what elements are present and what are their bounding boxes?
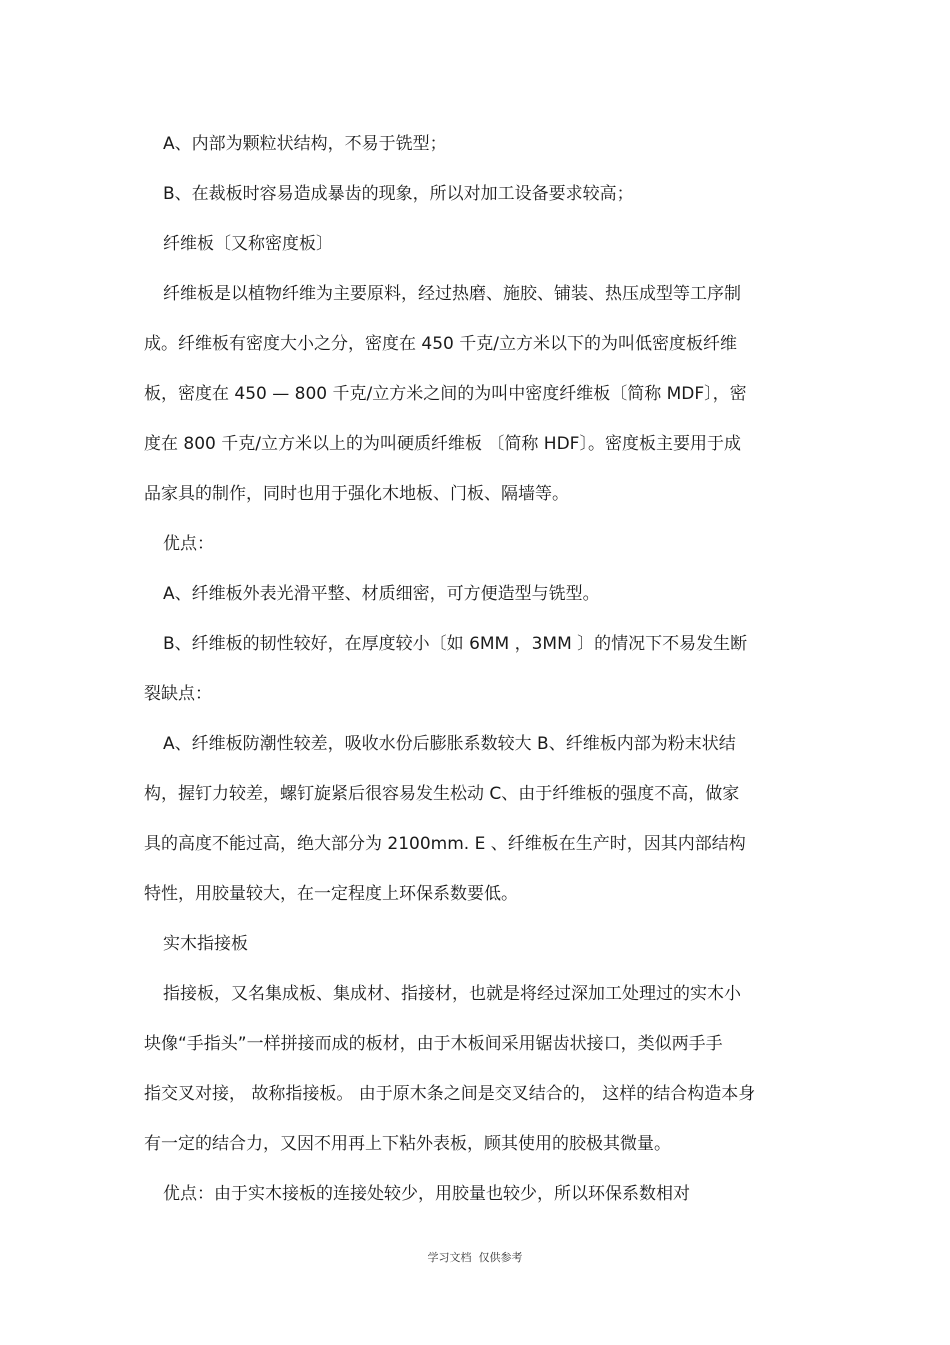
text-line: 有一定的结合力，又因不用再上下粘外表板，顾其使用的胶极其微量。	[144, 1134, 671, 1154]
text-line: 度在 800 千克/立方米以上的为叫硬质纤维板 〔简称 HDF〕。密度板主要用于成	[144, 434, 741, 454]
text-line: 品家具的制作，同时也用于强化木地板、门板、隔墙等。	[144, 484, 569, 504]
text-line: 成。纤维板有密度大小之分，密度在 450 千克/立方米以下的为叫低密度板纤维	[144, 334, 737, 354]
text-line: A、纤维板防潮性较差，吸收水份后膨胀系数较大 B、纤维板内部为粉末状结	[163, 734, 736, 754]
text-line: 纤维板是以植物纤维为主要原料，经过热磨、施胶、铺装、热压成型等工序制	[163, 284, 741, 304]
text-line: 特性，用胶量较大，在一定程度上环保系数要低。	[144, 884, 518, 904]
text-line: 具的高度不能过高，绝大部分为 2100mm. E 、纤维板在生产时，因其内部结构	[144, 834, 746, 854]
text-line: 块像“手指头”一样拼接而成的板材，由于木板间采用锯齿状接口，类似两手手	[144, 1034, 723, 1054]
subheading: 优点：	[163, 534, 214, 554]
text-line: 裂缺点：	[144, 684, 212, 704]
section-heading: 实木指接板	[163, 934, 248, 954]
text-line: 板，密度在 450 — 800 千克/立方米之间的为叫中密度纤维板〔简称 MDF〕，密	[144, 384, 747, 404]
text-line: 指交叉对接， 故称指接板。 由于原木条之间是交叉结合的， 这样的结合构造本身	[144, 1084, 756, 1104]
text-line: 构，握钉力较差，螺钉旋紧后很容易发生松动 C、由于纤维板的强度不高，做家	[144, 784, 740, 804]
text-line: B、在裁板时容易造成暴齿的现象，所以对加工设备要求较高；	[163, 184, 634, 204]
section-heading: 纤维板〔又称密度板〕	[163, 234, 333, 254]
text-line: A、内部为颗粒状结构，不易于铣型；	[163, 134, 447, 154]
text-line: A、纤维板外表光滑平整、材质细密，可方便造型与铣型。	[163, 584, 600, 604]
text-line: 优点：由于实木接板的连接处较少，用胶量也较少，所以环保系数相对	[163, 1184, 690, 1204]
text-line: 指接板，又名集成板、集成材、指接材，也就是将经过深加工处理过的实木小	[163, 984, 741, 1004]
text-line: B、纤维板的韧性较好，在厚度较小〔如 6MM ，3MM 〕的情况下不易发生断	[163, 634, 748, 654]
page-footer: 学习文档 仅供参考	[427, 1251, 523, 1264]
